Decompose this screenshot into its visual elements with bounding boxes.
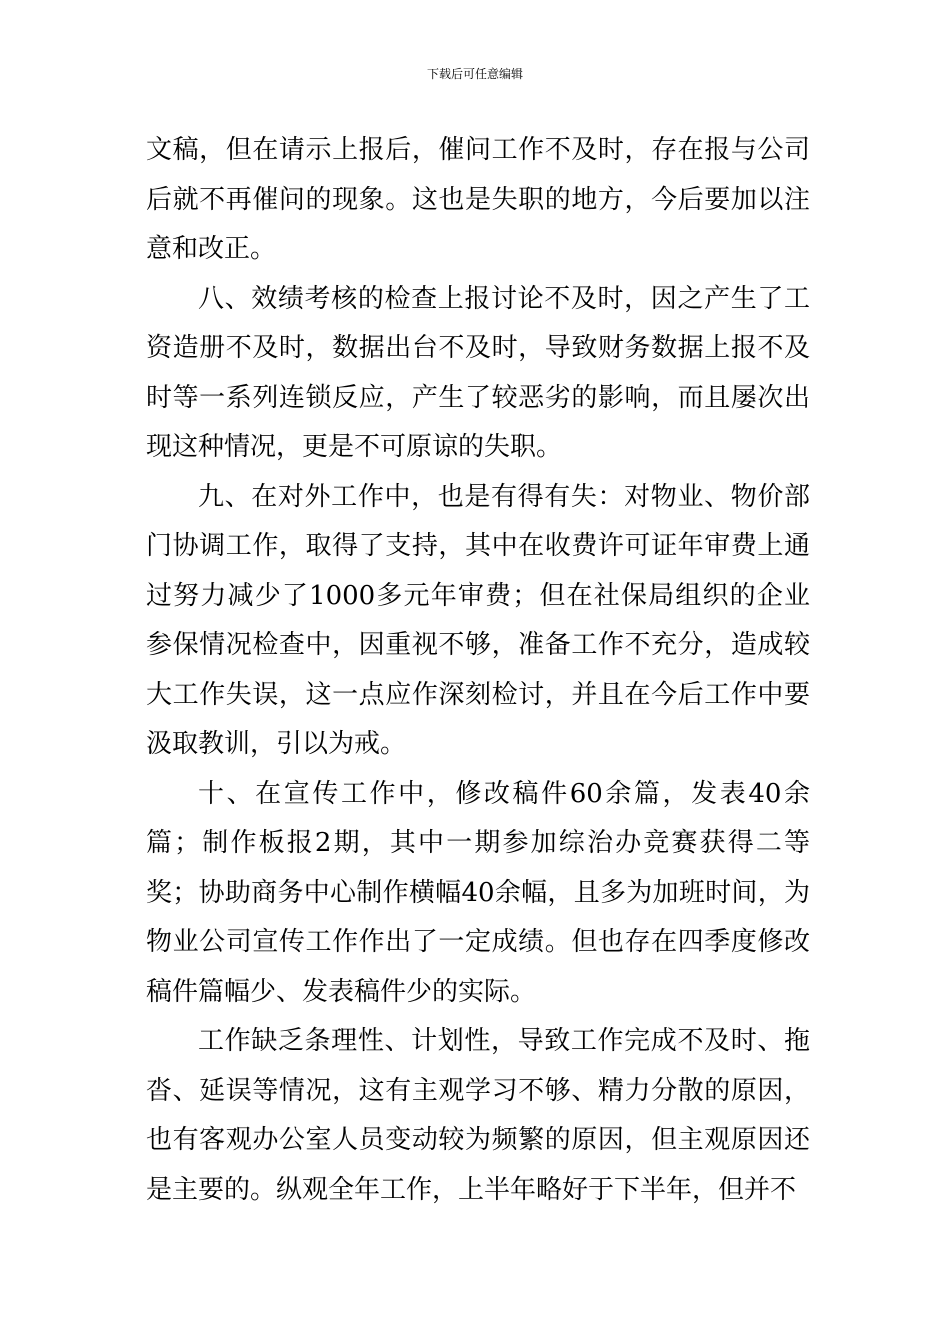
page-header: 下载后可任意编辑 (426, 67, 523, 81)
paragraph-item-9: 九、在对外工作中，也是有得有失：对物业、物价部门协调工作，取得了支持，其中在收费许可证年审费上通过努力减少了1000多元年审费；但在社保局组织的企业参保情况检查中，因重视不够，准备工作不充分，造成较大工作失误，这一点应作深刻检讨，并且在今后工作中要汲取教训，引以为戒。 (146, 481, 810, 759)
paragraph-item-8: 八、效绩考核的检查上报讨论不及时，因之产生了工资造册不及时，数据出台不及时，导致财务数据上报不及时等一系列连锁反应，产生了较恶劣的影响，而且屡次出现这种情况，更是不可原谅的失职。 (146, 283, 810, 462)
document-body (146, 126, 810, 1215)
paragraph-continuation: 文稿，但在请示上报后，催问工作不及时，存在报与公司后就不再催问的现象。这也是失职的地方，今后要加以注意和改正。 (146, 135, 810, 264)
paragraph-item-10: 十、在宣传工作中，修改稿件60余篇，发表40余篇；制作板报2期，其中一期参加综治办竞赛获得二等奖；协助商务中心制作横幅40余幅，且多为加班时间，为物业公司宣传工作作出了一定成绩。但也存在四季度修改稿件篇幅少、发表稿件少的实际。 (146, 778, 810, 1007)
paragraph-summary: 工作缺乏条理性、计划性，导致工作完成不及时、拖沓、延误等情况，这有主观学习不够、精力分散的原因，也有客观办公室人员变动较为频繁的原因，但主观原因还是主要的。纵观全年工作，上半年略好于下半年，但并不 (146, 1026, 810, 1205)
